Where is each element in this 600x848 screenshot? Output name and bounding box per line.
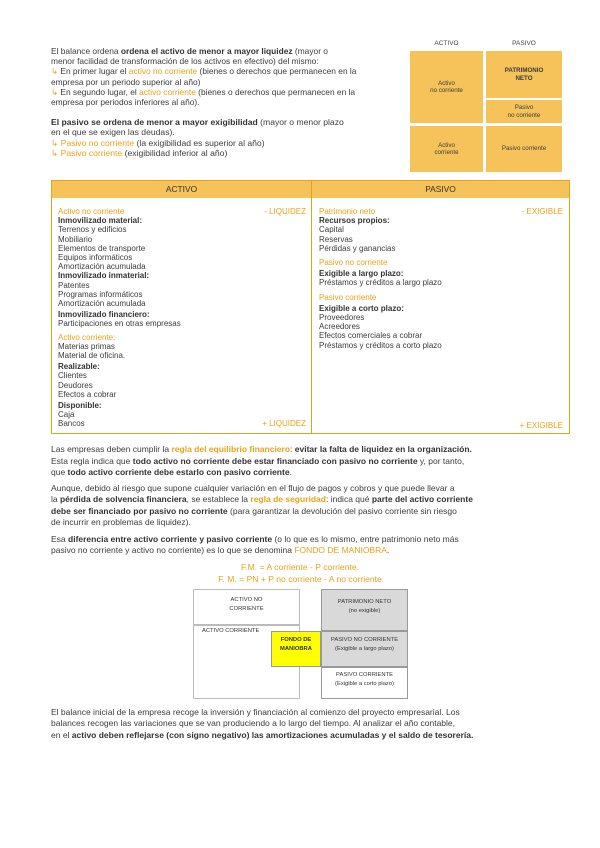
balance-table: [51, 180, 570, 434]
section-title: Disponible:: [58, 401, 102, 411]
less-liquidez-label: - LIQUIDEZ: [264, 207, 306, 216]
section-title: Realizable:: [58, 362, 100, 372]
section-title: Inmovilizado inmaterial:: [58, 271, 150, 281]
list-item: Amortización acumulada: [58, 299, 146, 309]
list-item: Bancos: [58, 419, 85, 429]
table-header-activo: ACTIVO: [52, 181, 311, 198]
section-title: Inmovilizado financiero:: [58, 310, 150, 320]
mini-activo-corriente: Activo corriente: [410, 126, 483, 172]
intro-activo: El balance ordena ordena el activo de menor a mayor liquidez (mayor o menor facilidad de transformación de los activos en efectivo) del mismo: ↳ En primer lugar el activo no corriente (bienes o derechos que permanecen en la empresa por un periodo superior al año) ↳ En segundo lugar, el activo corriente (bienes o derechos que permanecen en la empresa por periodos inferiores al año).: [51, 46, 357, 108]
fm-activo-corriente: ACTIVO CORRIENTE: [193, 625, 300, 699]
more-exigible-label: + EXIGIBLE: [519, 420, 563, 430]
formula-1: F.M. = A corriente - P corriente.: [240, 562, 360, 572]
patrimonio-neto-label: Patrimonio neto: [319, 207, 376, 216]
list-item: Préstamos y créditos a largo plazo: [319, 278, 442, 288]
fm-pasivo-corriente: PASIVO CORRIENTE (Exigible a corto plazo): [321, 667, 408, 699]
pasivo-corriente-label: Pasivo corriente: [319, 292, 377, 302]
list-item: Acreedores: [319, 322, 360, 332]
fondo-maniobra-diagram: [193, 589, 408, 699]
pasivo-no-corriente-label: Pasivo no corriente: [319, 258, 388, 268]
list-item: Deudores: [58, 380, 93, 390]
list-item: Proveedores: [319, 313, 365, 323]
fm-pasivo-no-corriente: PASIVO NO CORRIENTE (Exigible a largo plazo): [321, 631, 408, 667]
less-exigible-label: - EXIGIBLE: [521, 207, 563, 216]
list-item: Capital: [319, 225, 344, 235]
activo-corriente-label: Activo corriente:: [58, 332, 116, 342]
list-item: Préstamos y créditos a corto plazo: [319, 340, 442, 350]
mini-header-activo: ACTIVO: [434, 40, 459, 47]
list-item: Pérdidas y ganancias: [319, 243, 396, 253]
list-item: Mobiliario: [58, 234, 93, 244]
mini-balance-diagram: [410, 38, 562, 172]
list-item: Patentes: [58, 280, 90, 290]
mini-pasivo-no-corriente: Pasivo no corriente: [486, 100, 562, 123]
activo-no-corriente-label: Activo no corriente: [58, 207, 125, 216]
list-item: Amortización acumulada: [58, 262, 146, 272]
mini-header-pasivo: PASIVO: [512, 40, 536, 47]
section-title: Exigible a largo plazo:: [319, 269, 404, 279]
list-item: Terrenos y edificios: [58, 225, 127, 235]
fm-activo-no-corriente: ACTIVO NO CORRIENTE: [193, 589, 300, 625]
list-item: Efectos comerciales a cobrar: [319, 331, 423, 341]
list-item: Reservas: [319, 234, 353, 244]
formula-2: F. M. = PN + P no corriente - A no corriente: [218, 574, 382, 584]
section-title: Exigible a corto plazo:: [319, 303, 404, 313]
mini-patrimonio-neto: PATRIMONIO NETO: [486, 51, 562, 98]
balance-inicial-paragraph: El balance inicial de la empresa recoge la inversión y financiación al comienzo del proyecto empresarial. Los balances recogen las variaciones que se van produciendo a lo largo del tiempo. Al analizar el año contable, en el activo deben reflejarse (con signo negativo) las amortizaciones acumuladas y el saldo de tesorería.: [51, 707, 474, 740]
fm-patrimonio-neto: PATRIMONIO NETO (no exigible): [321, 589, 408, 631]
table-divider: [311, 181, 312, 433]
table-header-pasivo: PASIVO: [312, 181, 569, 198]
section-title: Recursos propios:: [319, 216, 390, 226]
list-item: Clientes: [58, 371, 87, 381]
table-pasivo-column: [319, 198, 563, 433]
fondo-maniobra-paragraph: Esa diferencia entre activo corriente y pasivo corriente (o lo que es lo mismo, entre patrimonio neto más pasivo no corriente y activo no corriente) es lo que se denomina FONDO DE MANIOBRA.: [51, 534, 459, 556]
list-item: Material de oficina.: [58, 351, 126, 361]
list-item: Equipos informáticos: [58, 253, 133, 263]
list-item: Materias primas: [58, 341, 115, 351]
list-item: Caja: [58, 410, 75, 420]
more-liquidez-label: + LIQUIDEZ: [262, 419, 306, 429]
equilibrio-paragraph: Las empresas deben cumplir la regla del equilibrio financiero: evitar la falta de liquidez en la organización. Esta regla indica que todo activo no corriente debe estar financiado con pasivo no corriente y, por tanto, que todo activo corriente debe estarlo con pasivo corriente.: [51, 444, 472, 478]
seguridad-paragraph: Aunque, debido al riesgo que supone cualquier variación en el flujo de pagos y cobros y que puede llevar a la pérdida de solvencia financiera, se establece la regla de seguridad: indica qué parte del activo corriente debe ser financiado por pasivo no corriente (para garantizar la devolución del pasivo corriente sin riesgo de incurrir en problemas de liquidez).: [51, 483, 473, 528]
list-item: Programas informáticos: [58, 289, 143, 299]
list-item: Elementos de transporte: [58, 243, 146, 253]
intro-pasivo: El pasivo se ordena de menor a mayor exigibilidad (mayor o menor plazo en el que se exigen las deudas). ↳ Pasivo no corriente (la exigibilidad es superior al año) ↳ Pasivo corriente (exigibilidad inferior al año): [51, 117, 344, 159]
mini-activo-no-corriente: Activo no corriente: [410, 51, 483, 123]
list-item: Efectos a cobrar: [58, 389, 117, 399]
fm-fondo-maniobra: FONDO DE MANIOBRA: [271, 631, 321, 667]
mini-pasivo-corriente: Pasivo corriente: [486, 126, 562, 172]
list-item: Participaciones en otras empresas: [58, 319, 181, 329]
table-activo-column: [58, 198, 306, 433]
section-title: Inmovilizado material:: [58, 216, 143, 226]
